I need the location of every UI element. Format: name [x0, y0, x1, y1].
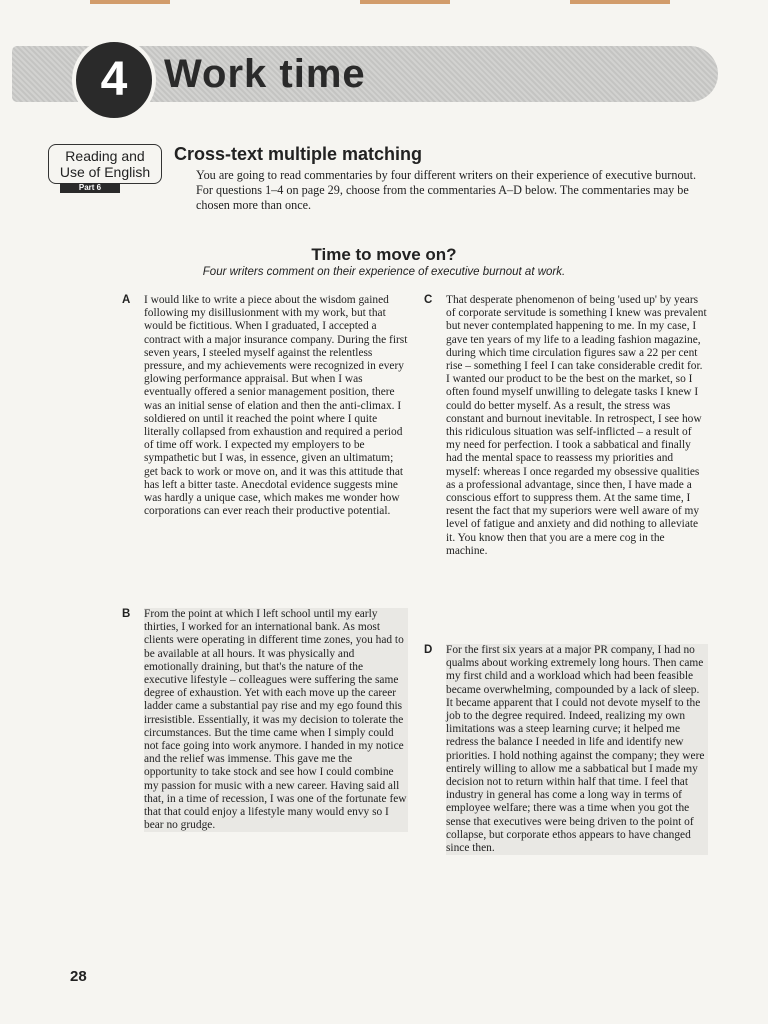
page-number: 28	[70, 968, 87, 985]
comment-letter: A	[122, 294, 131, 306]
comment-letter: D	[424, 644, 433, 656]
comment-letter: C	[424, 294, 433, 306]
top-rule	[360, 0, 450, 4]
unit-number: 4	[72, 38, 156, 122]
comment-letter: B	[122, 608, 131, 620]
task-title: Cross-text multiple matching	[174, 144, 423, 164]
badge-part-label: Part 6	[60, 183, 120, 193]
comment-text: For the first six years at a major PR company, I had no qualms about working extremely long hours. Then came my first child and a workload which had been feasible became overwhelming, compounded by a lack of sleep. It became apparent that I could not devote myself to the job to the degree required. Indeed, realizing my own limitations was a steep learning curve; it helped me redress the balance I needed in life and identify new priorities. I hold nothing against the company; they were entirely willing to allow me a sabbatical but I made my decision not to return within half that time. I feel that industry in general has come a long way in terms of employee welfare; there was a time when you got the sense that executives were being driven to the point of collapse, but corporate ethos appears to have changed since then.	[446, 644, 705, 855]
comment-text: That desperate phenomenon of being 'used up' by years of corporate servitude is something I knew was prevalent but never contemplated happening to me. In my case, I gave ten years of my life to a leading fashion magazine, during which time circulation figures saw a 22 per cent rise – something I feel I can take considerable credit for. I wanted our product to be the best on the market, so I often found myself unwilling to delegate tasks I knew I could do better myself. As a result, the stress was constant and burnout inevitable. In retrospect, I see how this ridiculous situation was self-inflicted – a result of my need for perfection. I took a sabbatical and finally had the mental space to reassess my priorities and myself: whereas I once regarded my obsessive qualities as a professional advantage, since then, I have made a conscious effort to suppress them. At the same time, I resent the fact that my superiors were well aware of my level of fatigue and anxiety and did nothing to alleviate it. You know then that you are a mere cog in the machine.	[446, 294, 707, 557]
task-instructions: You are going to read commentaries by four different writers on their experience of executive burnout. For questions 1–4 on page 29, choose from the commentaries A–D below. The commentaries may be chosen more than once.	[196, 168, 697, 212]
top-rule	[90, 0, 170, 4]
exam-section-badge	[48, 144, 162, 184]
unit-title: Work time	[164, 52, 366, 96]
comment-d	[424, 644, 708, 855]
comment-b	[122, 608, 408, 832]
top-rule	[570, 0, 670, 4]
badge-line-1: Reading and	[65, 148, 145, 164]
comment-text: I would like to write a piece about the wisdom gained following my disillusionment with my work, but that would be fictitious. When I graduated, I accepted a contract with a major insurance company. During the first seven years, I steeled myself against the relentless pressure, and my achievements were recognized in every glowing performance appraisal. But when I was eventually offered a senior management position, there was an initial sense of elation and then the anti-climax. I soldiered on until it reached the point where I quite literally collapsed from exhaustion and required a period of time off work. I expected my employers to be sympathetic but I was, in essence, given an ultimatum; get back to work or move on, and it was this attitude that has left a bitter taste. Anecdotal evidence suggests mine was hardly a unique case, which makes me wonder how corporations can ever reach their productive potential.	[144, 294, 408, 518]
article-subtitle: Four writers comment on their experience of executive burnout at work.	[202, 266, 566, 278]
badge-line-2: Use of English	[59, 164, 151, 180]
comment-text: From the point at which I left school until my early thirties, I worked for an international bank. As most clients were operating in different time zones, you had to be available at all hours. It was physically and emotionally draining, but that's the nature of the executive lifestyle – colleagues were suffering the same degree of exhaustion. Yet with each move up the career ladder came a substantial pay rise and my ego found this irresistible. Essentially, it was my decision to tolerate the circumstances. But the time came when I simply could not face going into work anymore. I handed in my notice and the relief was immense. This gave me the opportunity to take stock and see how I could combine my passion for music with a new career. Having said all that, in a time of recession, I was one of the fortunate few that that could enjoy a lifestyle many would envy so I bear no grudge.	[144, 608, 407, 832]
article-title: Time to move on?	[311, 245, 457, 264]
comment-c	[424, 294, 708, 558]
comment-a	[122, 294, 408, 518]
